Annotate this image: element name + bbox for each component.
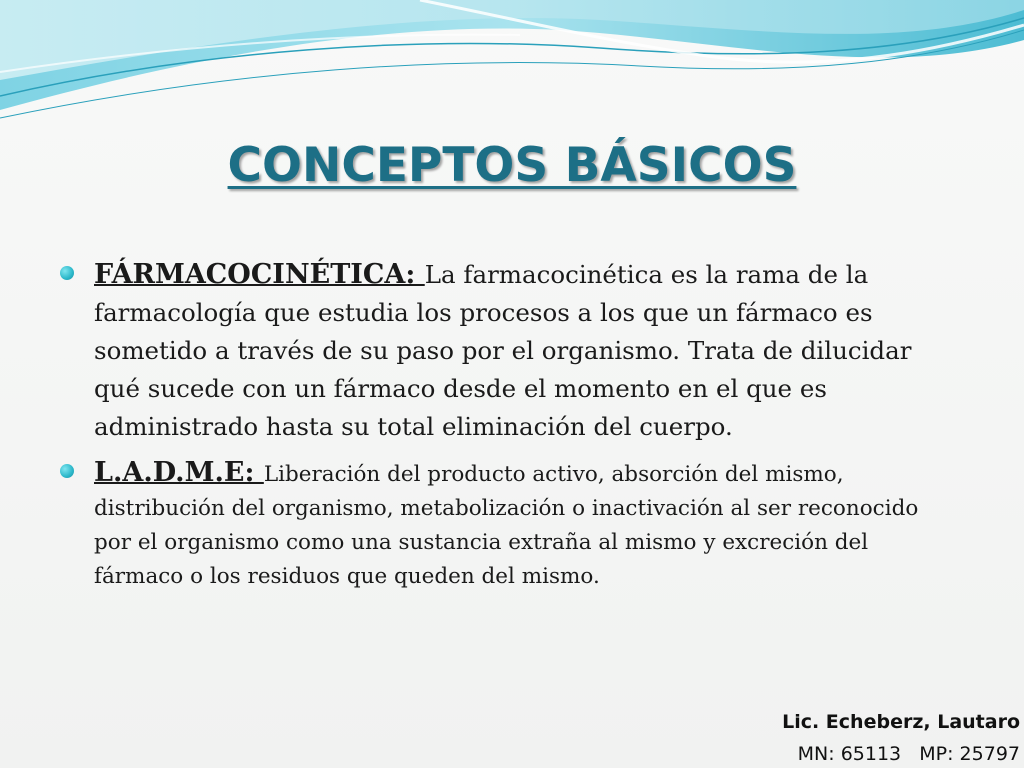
bullet-dot-icon	[60, 464, 74, 478]
author-credentials: MN: 65113 MP: 25797	[797, 743, 1020, 765]
bullet-text: Liberación del producto activo, absorción del mismo, distribución del organismo, metabolización o inactivación al ser reconocido por el organismo como una sustancia extraña al mismo y excreción del fármaco o los residuos que queden del mismo.	[94, 462, 919, 589]
bullet-text: La farmacocinética es la rama de la farmacología que estudia los procesos a los que un fármaco es sometido a través de su paso por el organismo. Trata de dilucidar qué sucede con un fármaco desde el momento en el que es administrado hasta su total eliminación del cuerpo.	[94, 260, 912, 441]
bullet-term: FÁRMACOCINÉTICA:	[94, 259, 425, 290]
bullet-item-ladme	[60, 456, 960, 594]
bullet-item-farmacocinetica	[60, 256, 960, 446]
author-name: Lic. Echeberz, Lautaro	[782, 711, 1020, 733]
bullet-dot-icon	[60, 266, 74, 280]
bullet-term: L.A.D.M.E:	[94, 457, 264, 488]
bullet-list	[60, 256, 960, 594]
header-wave-decoration	[0, 0, 1024, 140]
slide-title: CONCEPTOS BÁSICOS	[227, 138, 797, 193]
author-signature	[782, 706, 1020, 768]
